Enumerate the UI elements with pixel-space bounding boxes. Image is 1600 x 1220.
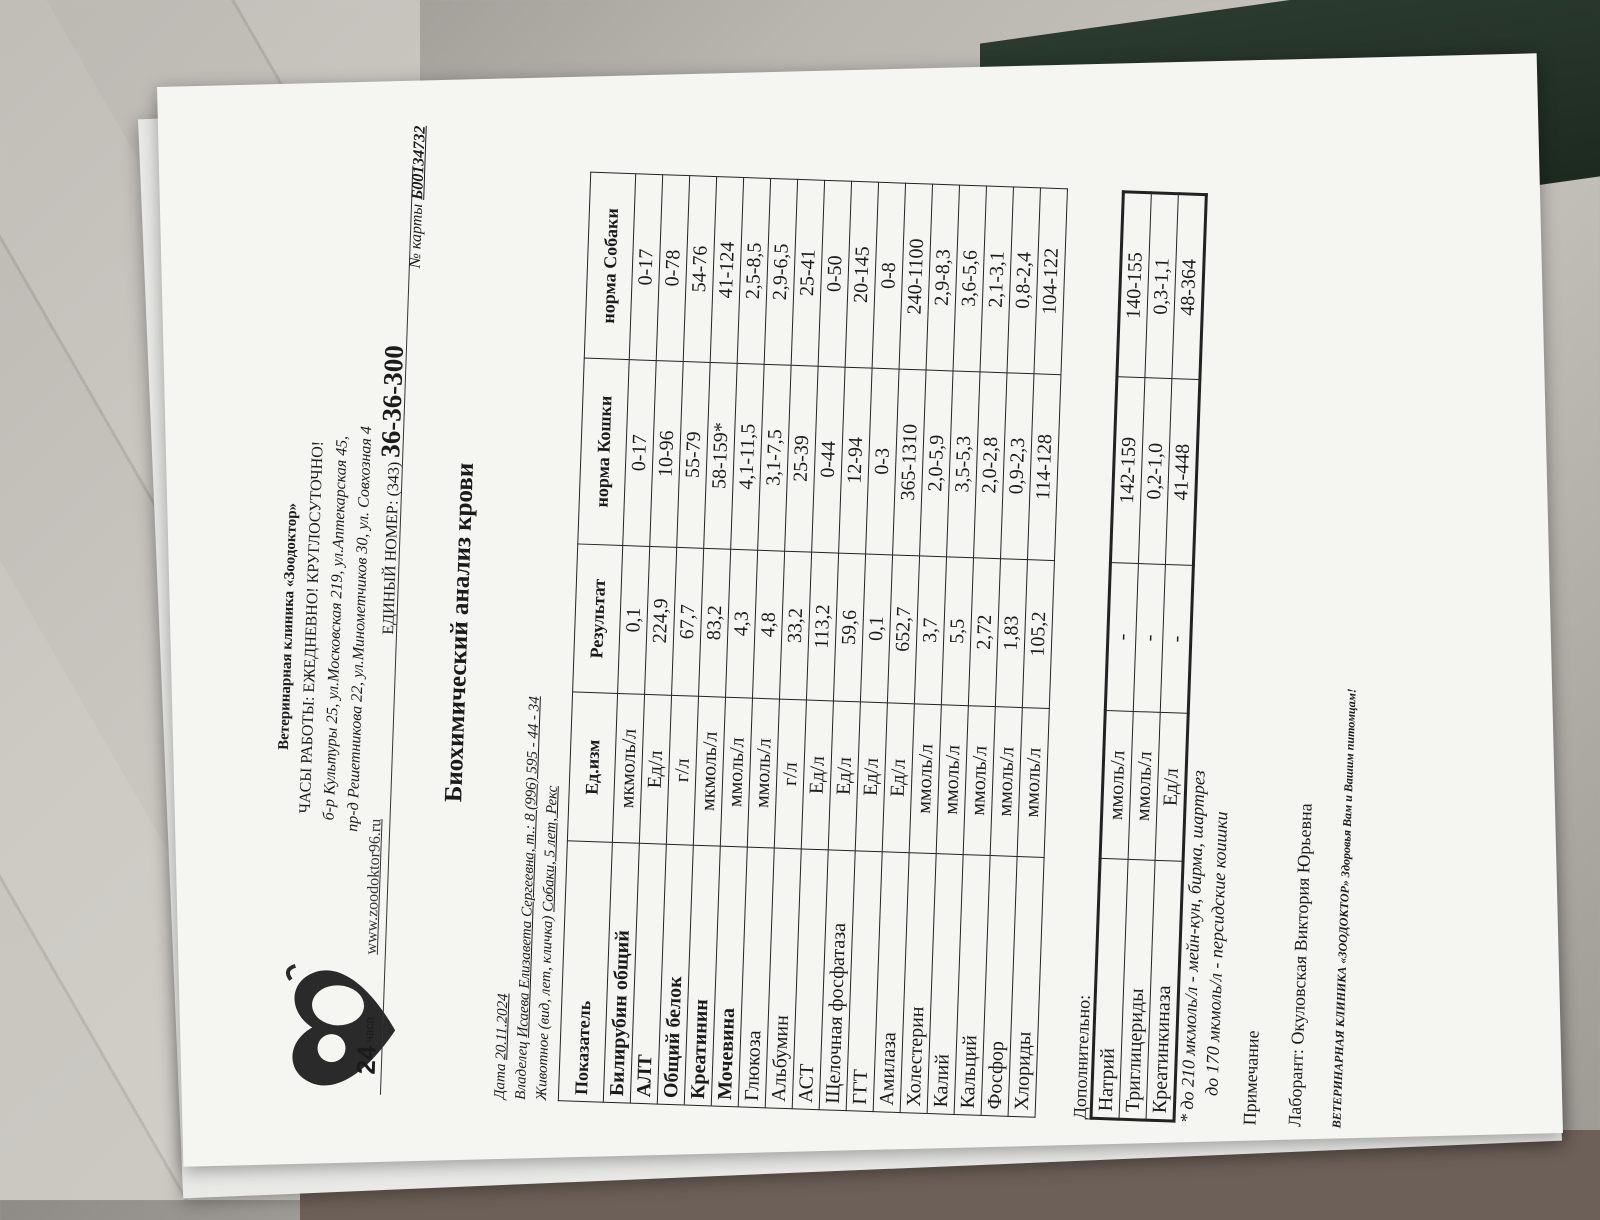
cell-cats: 55-79 — [677, 361, 710, 548]
clinic-hours: ЧАСЫ РАБОТЫ: ЕЖЕДНЕВНО! КРУГЛОСУТОЧНО! — [296, 440, 327, 814]
card-label: № карты — [406, 203, 427, 269]
cell-dogs: 0-78 — [656, 175, 689, 362]
cell-result: 652,7 — [887, 555, 919, 704]
cell-unit: ммоль/л — [909, 704, 941, 853]
document-title: Биохимический анализ крови — [440, 462, 480, 803]
cell-dogs: 104-122 — [1034, 188, 1067, 375]
phone-number: 36-36-300 — [375, 344, 410, 459]
cell-cats: 365-1310 — [893, 369, 926, 556]
cell-dogs: 2,5-8,5 — [737, 178, 770, 365]
header-cell: Показатель — [558, 841, 612, 1103]
cell-name: Билирубин общий — [603, 842, 639, 1103]
cell-unit: мкмоль/л — [612, 694, 644, 843]
cell-unit: ммоль/л — [1100, 711, 1133, 860]
cell-cats: 2,0-2,8 — [974, 372, 1007, 559]
cell-name: Креатинкиназа — [1146, 861, 1183, 1121]
cell-name: Мочевина — [711, 846, 747, 1107]
cell-name: Щелочная фосфатаза — [819, 850, 855, 1111]
clinic-name: Ветеринарная клиника «Зоодоктор» — [275, 502, 301, 751]
cell-result: 113,2 — [806, 552, 838, 701]
cell-result: 3,7 — [914, 556, 946, 705]
cell-name: Натрий — [1091, 859, 1128, 1119]
cell-cats: 12-94 — [839, 367, 872, 554]
clinic-address-1: б-р Культуры 25, ул.Московская 219, ул.Аптекарская 45, — [320, 435, 351, 821]
header-cell: Результат — [573, 544, 623, 694]
cell-name: Глюкоза — [738, 847, 774, 1108]
cell-unit: Ед/л — [855, 702, 887, 851]
clinic-address-2: пр-д Решетникова 22, ул.Минометчиков 30, ул. Совхозная 4 — [344, 425, 376, 832]
cell-name: Калий — [927, 854, 963, 1115]
cell-unit: г/л — [774, 699, 806, 848]
cell-result: 4,3 — [725, 549, 757, 698]
cell-unit: ммоль/л — [963, 706, 995, 855]
cell-dogs: 2,9-8,3 — [926, 184, 959, 371]
cell-dogs: 25-41 — [791, 179, 824, 366]
cell-result: 4,8 — [752, 550, 784, 699]
cell-dogs: 140-155 — [1117, 192, 1151, 378]
cell-result: 5,5 — [941, 556, 973, 705]
cell-cats: 10-96 — [650, 360, 683, 547]
cell-name: Триглицериды — [1119, 860, 1155, 1120]
footer-slogan: ВЕТЕРИНАРНАЯ КЛИНИКА «ЗООДОКТОР» Здоровья Вам и Вашим питомцам! — [1329, 688, 1359, 1129]
cell-result: 224,9 — [645, 546, 677, 695]
footnote-line-1: * до 210 мкмоль/л - мейн-кун, бирма, шартрез — [1176, 769, 1209, 1124]
cell-result: 0,1 — [618, 545, 650, 694]
animal-value: Собаки, 5 лет, Рекс — [540, 785, 561, 913]
cell-cats: 58-159* — [704, 362, 737, 549]
cell-result: 59,6 — [833, 553, 865, 702]
cell-name: Амилаза — [873, 852, 909, 1113]
cell-dogs: 20-145 — [845, 181, 878, 368]
cell-cats: 4,1-11,5 — [731, 363, 764, 550]
cell-dogs: 0-17 — [629, 174, 662, 361]
header-cell: норма Кошки — [578, 358, 629, 545]
clinic-website: www.zoodoktor96.ru — [362, 818, 385, 955]
cell-name: Холестерин — [900, 853, 936, 1114]
card-number — [407, 125, 430, 268]
cell-name: Альбумин — [765, 848, 801, 1109]
additional-label: Дополнительно: — [1069, 994, 1094, 1120]
cell-dogs: 41-124 — [710, 177, 743, 364]
cell-unit: ммоль/л — [990, 707, 1022, 856]
clinic-header — [260, 161, 417, 1095]
header-cell: норма Собаки — [584, 172, 635, 359]
cell-cats: 3,1-7,5 — [758, 364, 791, 551]
patient-info — [490, 695, 567, 1101]
cell-unit: ммоль/л — [1017, 708, 1049, 857]
cell-cats: 0,2-1,0 — [1138, 378, 1171, 564]
cell-result: 105,2 — [1022, 559, 1054, 708]
cell-unit: мкмоль/л — [693, 697, 725, 846]
lab-technician: Лаборант: Окуловская Виктория Юрьевна — [1284, 802, 1316, 1128]
logo-text: 24 — [350, 1044, 382, 1075]
owner-label: Владелец — [512, 1041, 531, 1101]
cell-cats: 114-128 — [1028, 374, 1061, 561]
date-value: 20.11.2024 — [493, 993, 512, 1061]
cell-dogs: 3,6-5,6 — [953, 185, 986, 372]
cell-cats: 0-44 — [812, 366, 845, 553]
cell-cats: 41-448 — [1165, 379, 1199, 565]
card-value: Б00134732 — [409, 125, 429, 201]
cell-result: 1,83 — [995, 558, 1027, 707]
cell-unit: Ед/л — [828, 701, 860, 850]
footnote-line-2: до 170 мкмоль/л - персидские коишки — [1201, 811, 1232, 1097]
cell-unit: ммоль/л — [1128, 712, 1160, 861]
cell-unit: ммоль/л — [936, 705, 968, 854]
animal-label: Животное (вид, лет, кличка) — [533, 915, 557, 1101]
cell-result: - — [1160, 564, 1193, 713]
document — [240, 125, 1359, 1129]
cell-dogs: 0,8-2,4 — [1007, 187, 1040, 374]
date-label: Дата — [491, 1063, 510, 1100]
cell-unit: ммоль/л — [720, 697, 752, 846]
cell-dogs: 2,9-6,5 — [764, 178, 797, 365]
results-table — [558, 172, 1068, 1118]
cell-unit: Ед/л — [1155, 713, 1188, 862]
cell-unit: г/л — [666, 696, 698, 845]
cell-name: Кальций — [954, 854, 990, 1115]
cell-cats: 3,5-5,3 — [947, 371, 980, 558]
owner-value: Исаева Елизавета Сергеевна, т.: 8 (996) 595 - 44 - 34 — [515, 695, 543, 1038]
cell-unit: Ед/л — [801, 700, 833, 849]
cell-result: - — [1133, 563, 1165, 712]
cell-result: 0,1 — [860, 554, 892, 703]
cell-unit: Ед/л — [639, 695, 671, 844]
cell-name: ГГТ — [846, 851, 882, 1112]
cell-result: 83,2 — [699, 548, 731, 697]
logo-subtext: часа — [361, 1016, 377, 1043]
cell-cats: 0-3 — [866, 368, 899, 555]
cell-name: АЛТ — [630, 843, 666, 1104]
cell-dogs: 54-76 — [683, 176, 716, 363]
cell-result: 2,72 — [968, 557, 1000, 706]
cell-unit: Ед/л — [882, 703, 914, 852]
cell-dogs: 240-1100 — [899, 183, 932, 370]
cell-cats: 0,9-2,3 — [1001, 373, 1034, 560]
cell-name: Общий белок — [657, 844, 693, 1105]
cell-name: Креатинин — [684, 845, 720, 1106]
cell-unit: ммоль/л — [747, 698, 779, 847]
cell-dogs: 0-8 — [872, 182, 905, 369]
cell-dogs: 0,3-1,1 — [1145, 193, 1178, 379]
cell-name: Хлориды — [1008, 856, 1044, 1117]
cell-result: 67,7 — [672, 547, 704, 696]
header-cell: Ед.изм — [567, 692, 617, 842]
cell-result: 33,2 — [779, 551, 811, 700]
cell-cats: 142-159 — [1110, 377, 1144, 563]
cell-cats: 2,0-5,9 — [920, 370, 953, 557]
phone-label: ЕДИНЫЙ НОМЕР: (343) — [379, 461, 404, 635]
cell-name: Фосфор — [981, 855, 1017, 1116]
cell-dogs: 0-50 — [818, 180, 851, 367]
cell-dogs: 2,1-3,1 — [980, 186, 1013, 373]
cell-cats: 25-39 — [785, 365, 818, 552]
note-label: Примечание — [1239, 1030, 1263, 1126]
cell-dogs: 48-364 — [1172, 194, 1206, 380]
cell-result: - — [1105, 562, 1138, 711]
cell-cats: 0-17 — [623, 359, 656, 546]
cell-name: АСТ — [792, 849, 828, 1110]
